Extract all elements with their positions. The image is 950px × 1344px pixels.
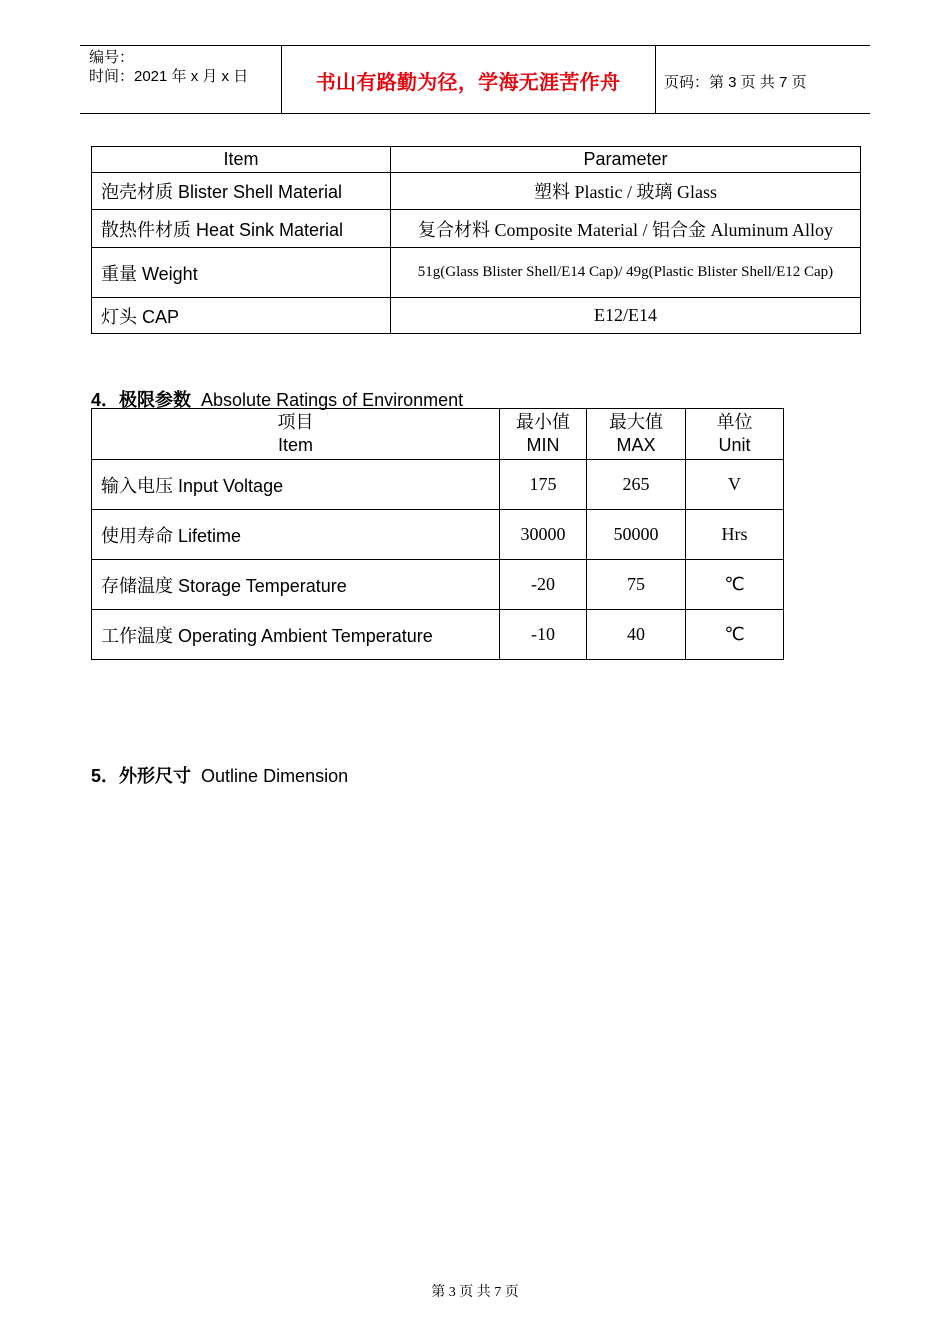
row-max: 75 (587, 560, 686, 610)
section-5-title: 5．外形尺寸 (91, 766, 192, 786)
table-row (92, 298, 861, 334)
header-unit-cn: 单位 (716, 412, 753, 432)
header-max-en: MAX (616, 435, 656, 455)
row-item: 灯头 CAP (92, 298, 391, 334)
ratings-table (91, 408, 784, 660)
row-item: 重量 Weight (92, 248, 391, 298)
table-row (92, 510, 784, 560)
material-table (91, 146, 861, 334)
section-4-title-en: Absolute Ratings of Environment (201, 390, 464, 410)
page-footer: 第 3 页 共 7 页 (431, 1285, 519, 1300)
header-unit (686, 409, 784, 460)
header-item: Item (92, 147, 391, 173)
header-max-cn: 最大值 (609, 412, 663, 432)
row-param: 塑料 Plastic / 玻璃 Glass (391, 173, 861, 210)
header-bottom-rule (80, 113, 870, 114)
row-min: 30000 (500, 510, 587, 560)
header-min-en: MIN (526, 435, 560, 455)
header-top-rule (80, 45, 870, 46)
row-item: 输入电压 Input Voltage (92, 460, 500, 510)
header-item-cn: 项目 (277, 412, 314, 432)
header-min (500, 409, 587, 460)
row-unit: ℃ (686, 610, 784, 660)
row-unit: V (686, 460, 784, 510)
table-header-row (92, 409, 784, 460)
header-page-number: 页码：第 3 页 共 7 页 (664, 74, 807, 91)
header-unit-en: Unit (718, 435, 751, 455)
row-param: E12/E14 (391, 298, 861, 334)
table-row (92, 173, 861, 210)
header-min-cn: 最小值 (516, 412, 570, 432)
section-5-title-en: Outline Dimension (201, 766, 349, 786)
header-divider (655, 45, 656, 113)
section-5-heading (91, 762, 348, 788)
table-row (92, 610, 784, 660)
row-param: 复合材料 Composite Material / 铝合金 Aluminum Alloy (391, 210, 861, 248)
row-item: 存储温度 Storage Temperature (92, 560, 500, 610)
header-parameter: Parameter (391, 147, 861, 173)
table-row (92, 210, 861, 248)
row-item: 使用寿命 Lifetime (92, 510, 500, 560)
row-unit: Hrs (686, 510, 784, 560)
document-number: 编号： (89, 49, 135, 66)
row-item: 泡壳材质 Blister Shell Material (92, 173, 391, 210)
table-header-row (92, 147, 861, 173)
row-item: 散热件材质 Heat Sink Material (92, 210, 391, 248)
section-4-title: 4．极限参数 (91, 390, 192, 410)
header-motto: 书山有路勤为径，学海无涯苦作舟 (315, 72, 621, 94)
row-max: 40 (587, 610, 686, 660)
header-item-en: Item (277, 435, 313, 455)
document-time: 时间：2021 年 x 月 x 日 (89, 68, 249, 85)
row-item: 工作温度 Operating Ambient Temperature (92, 610, 500, 660)
row-min: -10 (500, 610, 587, 660)
table-row (92, 560, 784, 610)
row-param: 51g(Glass Blister Shell/E14 Cap)/ 49g(Plastic Blister Shell/E12 Cap) (391, 248, 861, 298)
header-meta (89, 48, 248, 86)
row-max: 50000 (587, 510, 686, 560)
table-row (92, 248, 861, 298)
table-row (92, 460, 784, 510)
row-max: 265 (587, 460, 686, 510)
header-max (587, 409, 686, 460)
row-unit: ℃ (686, 560, 784, 610)
row-min: -20 (500, 560, 587, 610)
row-min: 175 (500, 460, 587, 510)
header-item (92, 409, 500, 460)
